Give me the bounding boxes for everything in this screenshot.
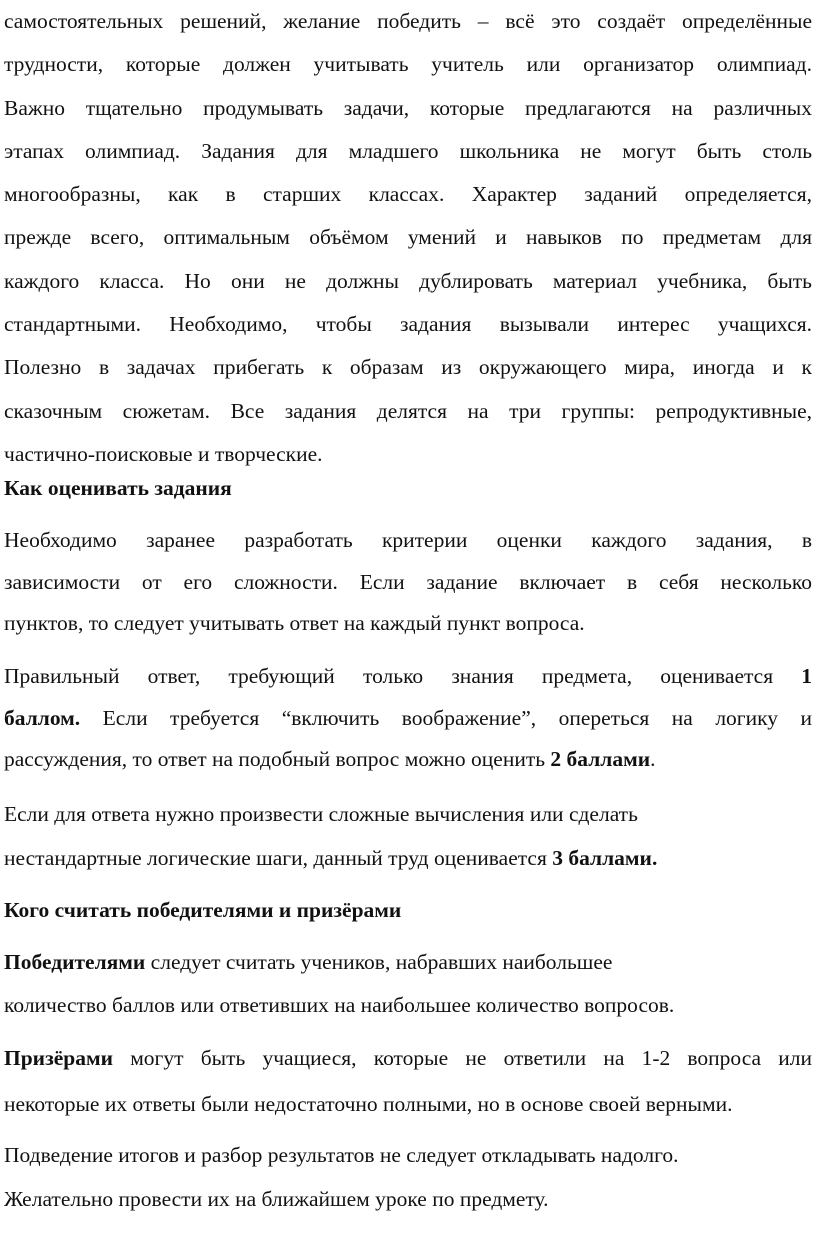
- score-one-point-word: баллом.: [4, 705, 81, 730]
- summary-line-2: Желательно провести их на ближайшем уроке по предмету.: [4, 1187, 549, 1211]
- intro-line: многообразны, как в старших классах. Характер заданий определяется,: [4, 182, 812, 207]
- section-heading-evaluation: Как оценивать задания: [4, 476, 232, 500]
- winners-line-2: количество баллов или ответивших на наибольшее количество вопросов.: [4, 993, 675, 1017]
- winners-term: Победителями: [4, 950, 146, 974]
- score-one-point: 1: [801, 664, 812, 688]
- score-three-points: 3 баллами.: [552, 846, 658, 870]
- scoring-line-2: [4, 698, 812, 740]
- winners-line-1: [4, 941, 812, 984]
- complex-line-2: [4, 836, 812, 880]
- intro-line: сказочным сюжетам. Все задания делятся на три группы: репродуктивные,: [4, 398, 812, 423]
- score-two-points: 2 баллами: [550, 747, 651, 771]
- scoring-line-3: [4, 739, 812, 781]
- prize-winners-text: могут быть учащиеся, которые не ответили на 1-2 вопроса или: [113, 1046, 812, 1070]
- intro-line: прежде всего, оптимальным объёмом умений и навыков по предметам для: [4, 225, 812, 250]
- scoring-period: .: [650, 747, 656, 771]
- criteria-line: пунктов, то следует учитывать ответ на каждый пункт вопроса.: [4, 611, 585, 635]
- intro-line: каждого класса. Но они не должны дублировать материал учебника, быть: [4, 268, 812, 293]
- intro-line: самостоятельных решений, желание победить – всё это создаёт определённые: [4, 9, 812, 33]
- scoring-text: рассуждения, то ответ на подобный вопрос можно оценить: [4, 747, 551, 771]
- complex-paragraph: [4, 792, 812, 880]
- criteria-line: зависимости от его сложности. Если задание включает в себя несколько: [4, 569, 812, 594]
- criteria-line: Необходимо заранее разработать критерии оценки каждого задания, в: [4, 528, 812, 552]
- prize-winners-term: Призёрами: [4, 1046, 113, 1070]
- prize-winners-line-2: некоторые их ответы были недостаточно полными, но в основе своей верными.: [4, 1092, 733, 1116]
- complex-text: нестандартные логические шаги, данный труд оценивается: [4, 846, 553, 870]
- intro-line: Полезно в задачах прибегать к образам из окружающего мира, иногда и к: [4, 355, 812, 380]
- summary-paragraph: [4, 1133, 812, 1221]
- intro-line: этапах олимпиад. Задания для младшего школьника не могут быть столь: [4, 138, 812, 163]
- summary-line-1: Подведение итогов и разбор результатов не следует откладывать надолго.: [4, 1143, 679, 1167]
- scoring-line-1: [4, 656, 812, 698]
- prize-winners-line-1: [4, 1035, 812, 1081]
- scoring-paragraph: [4, 656, 812, 781]
- intro-line: стандартными. Необходимо, чтобы задания вызывали интерес учащихся.: [4, 312, 812, 337]
- prize-winners-paragraph: [4, 1035, 812, 1127]
- section-heading-winners: Кого считать победителями и призёрами: [4, 898, 402, 922]
- scoring-text: Правильный ответ, требующий только знания предмета, оценивается: [4, 664, 802, 688]
- intro-line: трудности, которые должен учитывать учитель или организатор олимпиад.: [4, 52, 812, 77]
- complex-line-1: Если для ответа нужно произвести сложные вычисления или сделать: [4, 802, 638, 826]
- intro-line: частично-поисковые и творческие.: [4, 441, 323, 466]
- criteria-paragraph: [4, 520, 812, 645]
- intro-line: Важно тщательно продумывать задачи, которые предлагаются на различных: [4, 95, 812, 120]
- scoring-text: Если требуется “включить воображение”, опереться на логику и: [80, 705, 812, 730]
- intro-paragraph: [4, 0, 812, 476]
- winners-text: следует считать учеников, набравших наибольшее: [145, 950, 613, 974]
- winners-paragraph: [4, 941, 812, 1027]
